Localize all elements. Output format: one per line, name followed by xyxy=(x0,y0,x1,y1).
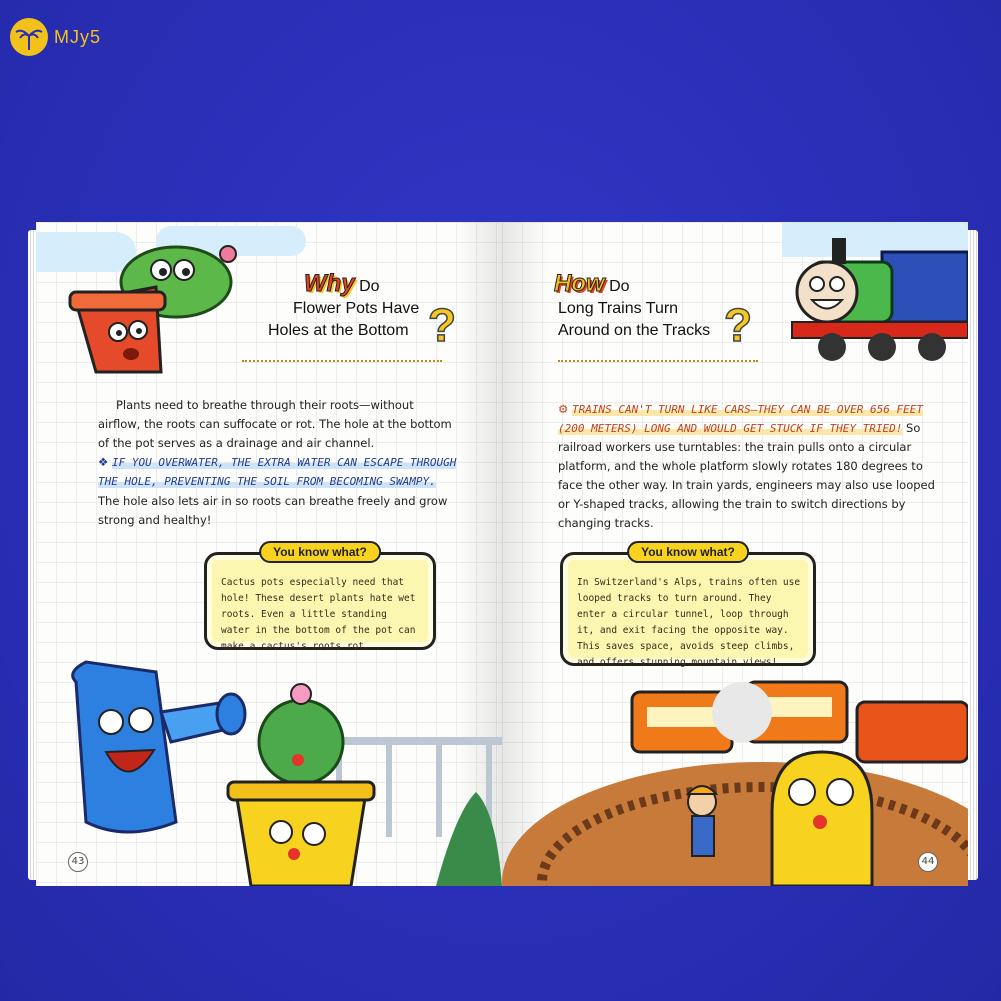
question-mark-icon: ? xyxy=(428,299,457,351)
right-title-line3: Around on the Tracks xyxy=(558,322,711,339)
right-title-line2: Long Trains Turn xyxy=(558,300,679,317)
watermark-text: MJy5 xyxy=(54,26,102,47)
left-highlight-block xyxy=(98,453,458,491)
right-title xyxy=(554,270,630,298)
left-title-line2: Flower Pots Have xyxy=(293,300,420,317)
watermark-logo xyxy=(10,18,101,56)
right-highlight: TRAINS CAN'T TURN LIKE CARS—THEY CAN BE OVER 656 FEET (200 METERS) LONG AND WOULD GET STUCK IF THEY TRIED! xyxy=(558,403,923,435)
left-paragraph-2: The hole also lets air in so roots can breathe freely and grow strong and healthy! xyxy=(98,494,448,527)
right-title-word: How xyxy=(554,270,605,297)
left-title xyxy=(304,270,380,298)
watering-can-cactus-illustration xyxy=(36,642,502,886)
you-know-what-box xyxy=(560,545,816,668)
star-divider xyxy=(558,360,758,370)
water-drop-icon: ❖ xyxy=(98,455,109,469)
cactus-pot-illustration xyxy=(46,232,246,382)
palm-tree-icon xyxy=(10,18,48,56)
gear-icon: ⚙ xyxy=(558,402,569,416)
you-know-what-tag: You know what? xyxy=(627,541,749,563)
left-highlight: IF YOU OVERWATER, THE EXTRA WATER CAN ESCAPE THROUGH THE HOLE, PREVENTING THE SOIL FROM BECOMING SWAMPY. xyxy=(98,456,457,488)
star-divider xyxy=(242,360,442,370)
right-text-block xyxy=(558,400,940,533)
question-mark-icon: ? xyxy=(724,299,753,351)
left-page xyxy=(36,222,502,886)
page-number: 43 xyxy=(68,852,88,872)
left-title-word: Why xyxy=(304,270,355,297)
left-paragraph-1: Plants need to breathe through their roots—without airflow, the roots can suffocate or rot. The hole at the bottom of the pot serves as a drainage and air channel. xyxy=(98,398,452,450)
page-number: 44 xyxy=(918,852,938,872)
smiling-train-illustration xyxy=(772,222,968,372)
right-paragraph-1: So railroad workers use turntables: the train pulls onto a circular platform, and the whole platform slowly rotates 180 degrees to face the other way. In train yards, engineers may also use looped or Y-shaped tracks, allowing the train to switch directions by changing tracks. xyxy=(558,421,935,530)
train-turntable-illustration xyxy=(502,662,968,886)
open-book xyxy=(28,222,978,888)
you-know-what-text: Cactus pots especially need that hole! These desert plants hate wet roots. Even a little standing water in the bottom of the pot can make a cactus's roots rot. xyxy=(221,577,416,652)
right-title-do: Do xyxy=(609,278,630,295)
left-title-do: Do xyxy=(359,278,380,295)
you-know-what-box xyxy=(204,545,436,652)
you-know-what-tag: You know what? xyxy=(259,541,381,563)
you-know-what-text: In Switzerland's Alps, trains often use looped tracks to turn around. They enter a circular tunnel, loop through it, and exit facing the opposite way. This saves space, avoids steep climbs, and offers stunning mountain views! xyxy=(577,577,801,668)
right-page xyxy=(502,222,968,886)
left-title-line3: Holes at the Bottom xyxy=(268,322,409,339)
